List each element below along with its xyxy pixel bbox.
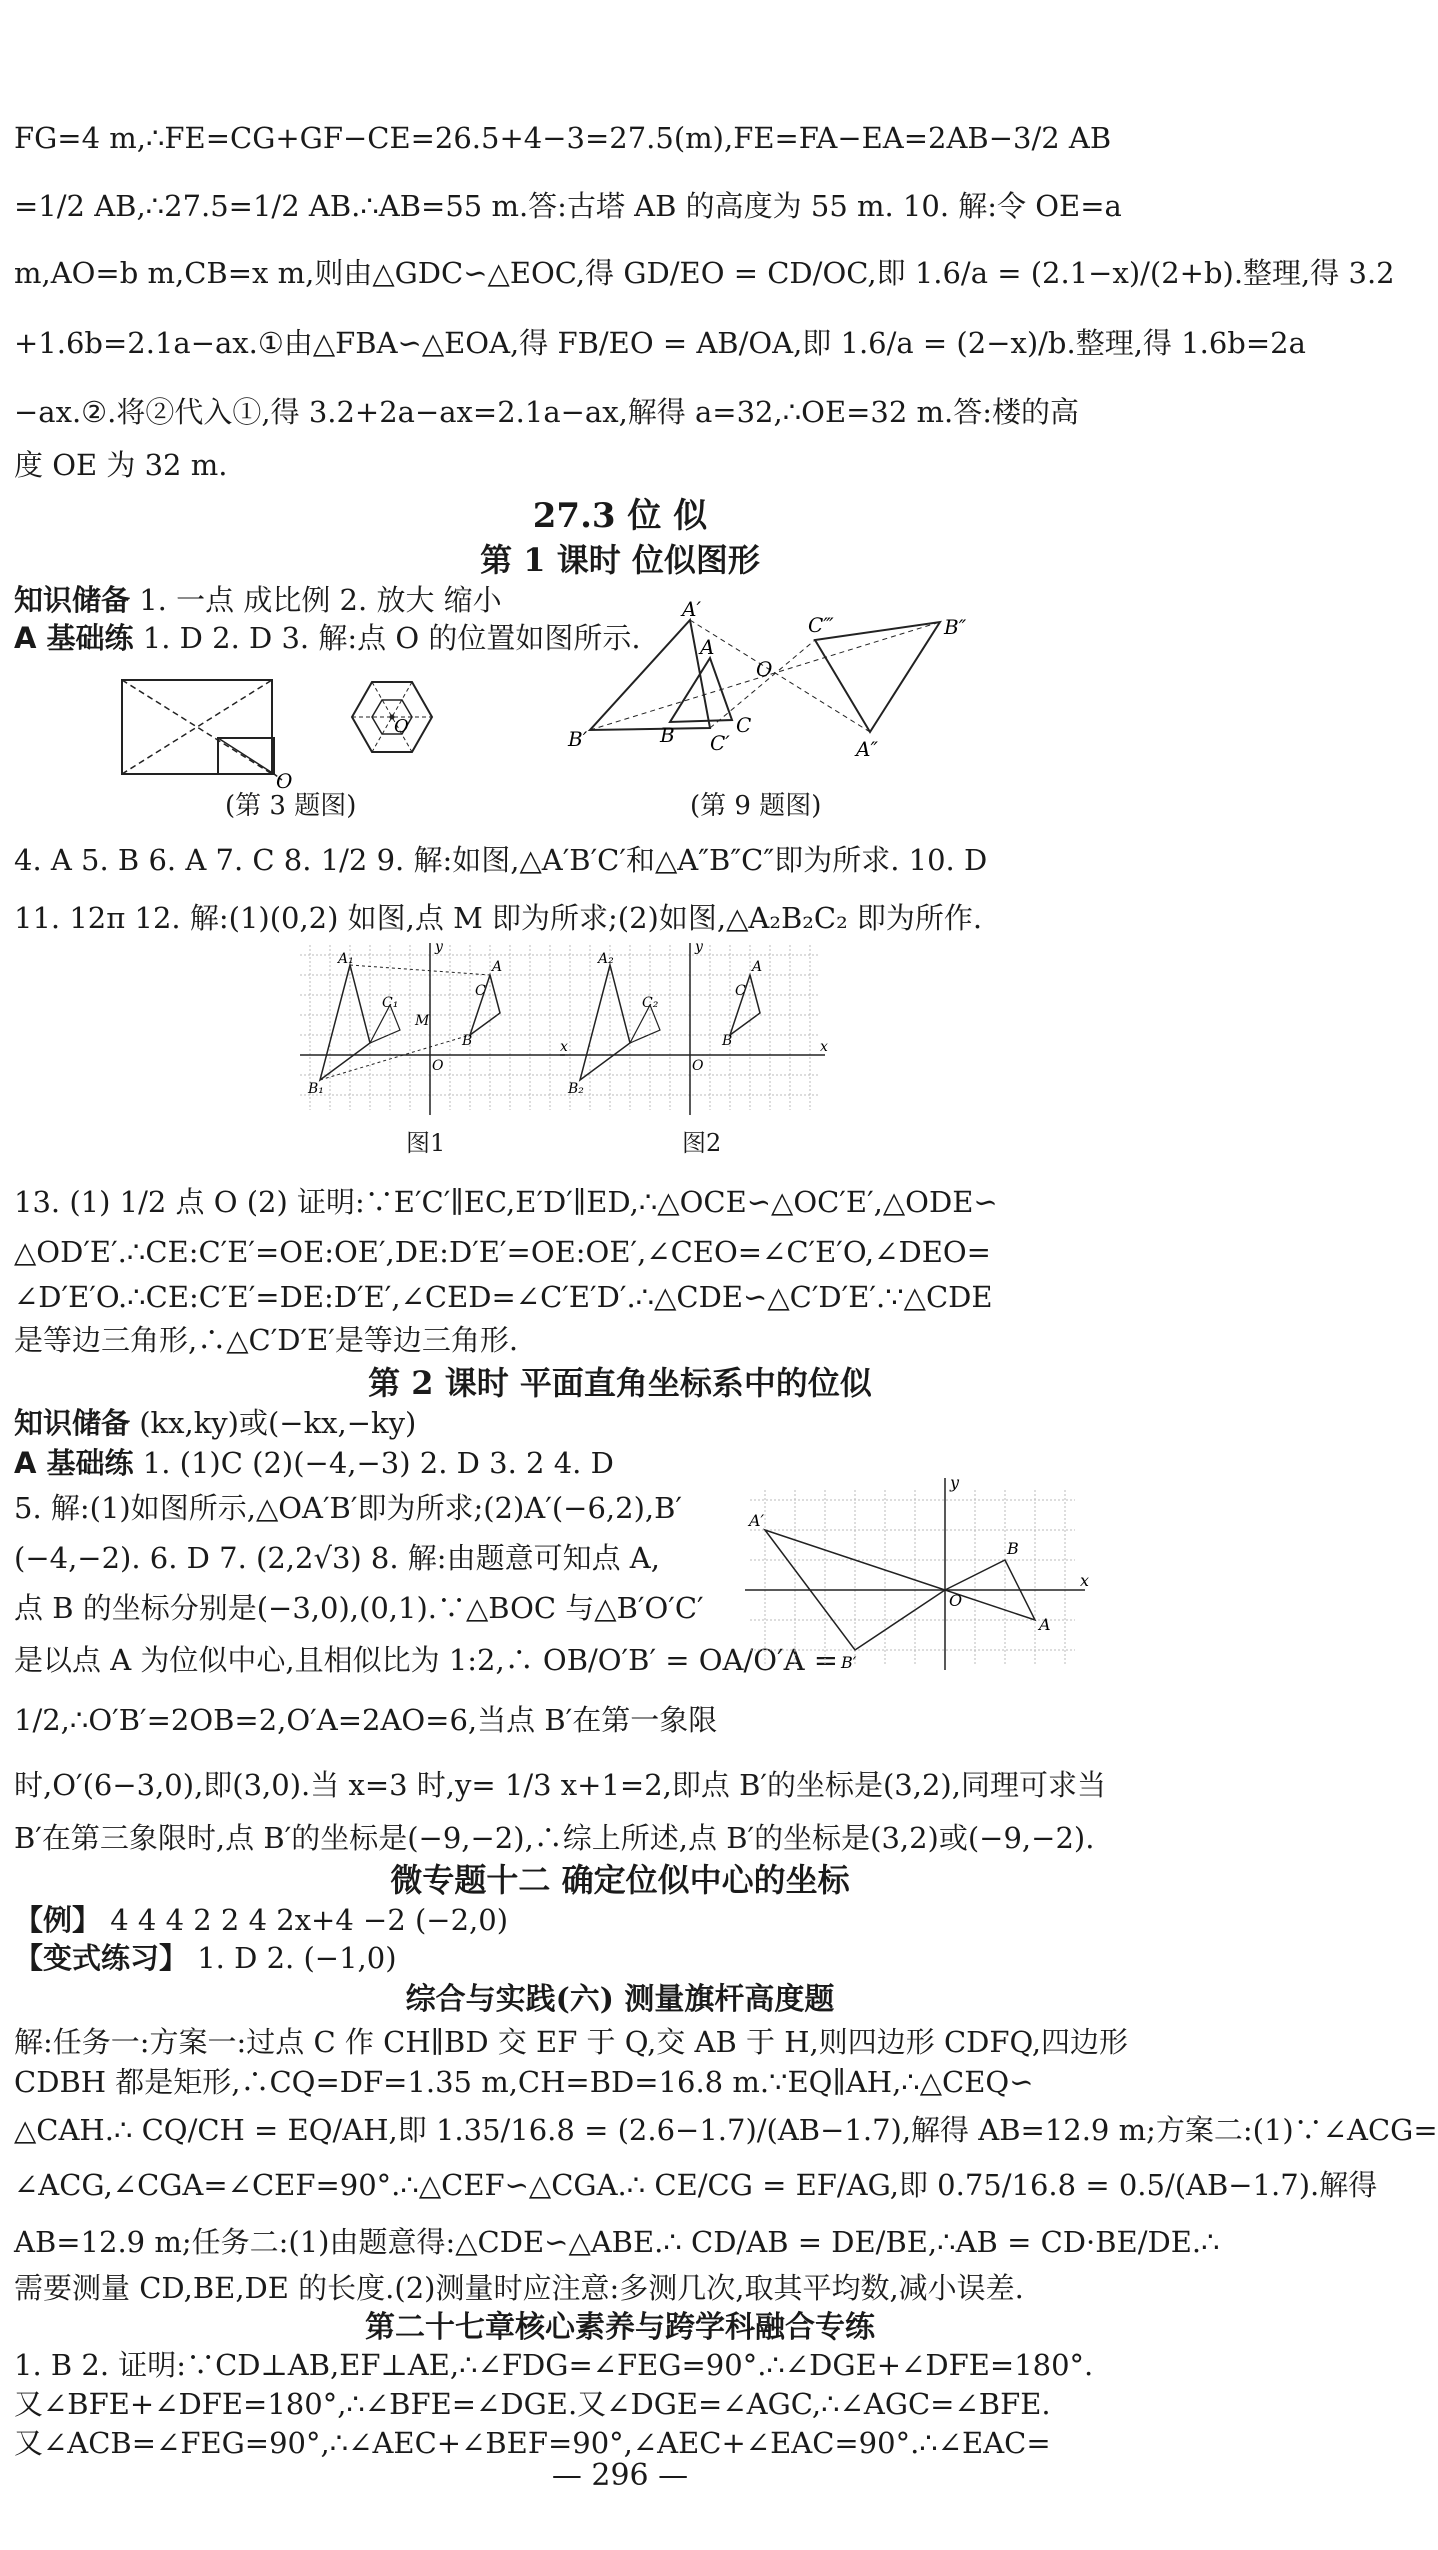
axis-y: y xyxy=(435,939,443,955)
fig9-label: A″ xyxy=(856,737,878,761)
text-line: B′在第三象限时,点 B′的坐标是(−9,−2),∴综上所述,点 B′的坐标是(3,2)或(−9,−2). xyxy=(14,1821,1095,1855)
fig9-label: B″ xyxy=(944,615,967,639)
micro-title: 微专题十二 确定位似中心的坐标 xyxy=(390,1861,850,1899)
text-line: ∠ACG,∠CGA=∠CEF=90°.∴△CEF∽△CGA.∴ CE/CG = EF/AG,即 0.75/16.8 = 0.5/(AB−1.7).解得 xyxy=(14,2168,1378,2202)
text-line: =1/2 AB,∴27.5=1/2 AB.∴AB=55 m.答:古塔 AB 的高度为 55 m. 10. 解:令 OE=a xyxy=(14,189,1122,223)
text-line: △OD′E′.∴CE:C′E′=OE:OE′,DE:D′E′=OE:OE′,∠CEO=∠C′E′O,∠DEO= xyxy=(14,1235,991,1269)
graph2-label: O xyxy=(692,1058,704,1074)
fig9-label: A xyxy=(700,635,715,659)
graph-3 xyxy=(735,1470,1095,1680)
graph1-label: B xyxy=(462,1033,473,1049)
figure-3-caption: (第 3 题图) xyxy=(225,791,357,821)
graph1-label: M xyxy=(415,1013,430,1029)
graph1-label: O xyxy=(432,1058,444,1074)
label-hex-o: O xyxy=(394,716,409,737)
chapter-title: 第二十七章核心素养与跨学科融合专练 xyxy=(365,2310,875,2345)
text-line: 需要测量 CD,BE,DE 的长度.(2)测量时应注意:多测几次,取其平均数,减小误差. xyxy=(14,2271,1024,2305)
basic-label: A 基础练 xyxy=(14,621,134,655)
text-line: 解:任务一:方案一:过点 C 作 CH∥BD 交 EF 于 Q,交 AB 于 H,则四边形 CDFQ,四边形 xyxy=(14,2025,1129,2059)
lesson-title: 第 1 课时 位似图形 xyxy=(480,541,760,579)
text-line: 11. 12π 12. 解:(1)(0,2) 如图,点 M 即为所求;(2)如图,△A₂B₂C₂ 即为所作. xyxy=(14,901,983,935)
graph1-label: A xyxy=(492,959,503,975)
fig9-label: O xyxy=(756,657,773,681)
example-label: 【例】 xyxy=(14,1903,102,1937)
graph3-label: B′ xyxy=(841,1653,857,1672)
fig9-label: C xyxy=(736,713,752,737)
graph2-label: C xyxy=(735,983,746,999)
fig9-label: B′ xyxy=(568,727,588,751)
graph2-label: A₂ xyxy=(598,951,614,967)
axis-x: x xyxy=(1080,1571,1090,1590)
text-line: −ax.②.将②代入①,得 3.2+2a−ax=2.1a−ax,解得 a=32,∴OE=32 m.答:楼的高 xyxy=(14,395,1080,429)
graph2-label: B₂ xyxy=(568,1081,584,1097)
text-line: AB=12.9 m;任务二:(1)由题意得:△CDE∽△ABE.∴ CD/AB = DE/BE,∴AB = CD·BE/DE.∴ xyxy=(14,2225,1220,2259)
lesson-title: 第 2 课时 平面直角坐标系中的位似 xyxy=(368,1364,872,1402)
text-line: FG=4 m,∴FE=CG+GF−CE=26.5+4−3=27.5(m),FE=FA−EA=2AB−3/2 AB xyxy=(14,121,1112,155)
axis-y: y xyxy=(695,939,703,955)
text-line: 1/2,∴O′B′=2OB=2,O′A=2AO=6,当点 B′在第一象限 xyxy=(14,1703,718,1737)
graph2-label: B xyxy=(722,1033,733,1049)
variant-label: 【变式练习】 xyxy=(14,1941,189,1975)
text-line: 点 B 的坐标分别是(−3,0),(0,1).∵△BOC 与△B′O′C′ xyxy=(14,1591,704,1625)
graph1-label: C xyxy=(475,983,486,999)
figure-9 xyxy=(560,597,1000,790)
axis-x: x xyxy=(560,1039,568,1055)
graph-2 xyxy=(550,935,840,1125)
text-line: 是以点 A 为位似中心,且相似比为 1:2,∴ OB/O′B′ = OA/O′A = xyxy=(14,1643,839,1677)
graph3-label: B xyxy=(1007,1539,1019,1558)
text-line: 5. 解:(1)如图所示,△OA′B′即为所求;(2)A′(−6,2),B′ xyxy=(14,1491,682,1525)
example-line xyxy=(14,1900,1114,1940)
graph1-label: A₁ xyxy=(338,951,354,967)
knowledge-line xyxy=(14,1403,1114,1443)
figure-3 xyxy=(110,660,530,793)
knowledge-text: 1. 一点 成比例 2. 放大 缩小 xyxy=(139,583,502,617)
example-text: 4 4 4 2 2 4 2x+4 −2 (−2,0) xyxy=(110,1903,509,1937)
graph2-label: A xyxy=(752,959,763,975)
figure-9-caption: (第 9 题图) xyxy=(690,791,822,821)
text-line: 是等边三角形,∴△C′D′E′是等边三角形. xyxy=(14,1323,519,1357)
axis-y: y xyxy=(950,1473,960,1492)
variant-line xyxy=(14,1938,1114,1978)
text-line: +1.6b=2.1a−ax.①由△FBA∽△EOA,得 FB/EO = AB/OA,即 1.6/a = (2−x)/b.整理,得 1.6b=2a xyxy=(14,326,1306,360)
variant-text: 1. D 2. (−1,0) xyxy=(197,1941,397,1975)
fig9-label: B xyxy=(660,723,675,747)
graph3-label: A xyxy=(1039,1615,1051,1634)
graph3-label: A′ xyxy=(749,1511,765,1530)
practice-title: 综合与实践(六) 测量旗杆高度题 xyxy=(405,1982,835,2017)
text-line: 又∠ACB=∠FEG=90°,∴∠AEC+∠BEF=90°,∠AEC+∠EAC=90°.∴∠EAC= xyxy=(14,2426,1051,2460)
graph-2-caption: 图2 xyxy=(682,1129,722,1157)
text-line: 度 OE 为 32 m. xyxy=(14,448,228,482)
text-line: △CAH.∴ CQ/CH = EQ/AH,即 1.35/16.8 = (2.6−1.7)/(AB−1.7),解得 AB=12.9 m;方案二:(1)∵∠ACG= xyxy=(14,2113,1438,2147)
graph2-label: C₂ xyxy=(642,995,659,1011)
label-o: O xyxy=(276,769,293,793)
graph3-label: O xyxy=(949,1591,963,1610)
text-line: 13. (1) 1/2 点 O (2) 证明:∵E′C′∥EC,E′D′∥ED,∴△OCE∽△OC′E′,△ODE∽ xyxy=(14,1185,998,1219)
text-line: ∠D′E′O.∴CE:C′E′=DE:D′E′,∠CED=∠C′E′D′.∴△CDE∽△C′D′E′.∵△CDE xyxy=(14,1280,993,1314)
fig9-label: C‴ xyxy=(808,613,834,637)
knowledge-text: (kx,ky)或(−kx,−ky) xyxy=(139,1406,417,1440)
text-line: (−4,−2). 6. D 7. (2,2√3) 8. 解:由题意可知点 A, xyxy=(14,1541,660,1575)
basic-text: 1. D 2. D 3. 解:点 O 的位置如图所示. xyxy=(142,621,641,655)
axis-x: x xyxy=(820,1039,828,1055)
graph1-label: B₁ xyxy=(308,1081,324,1097)
text-line: 4. A 5. B 6. A 7. C 8. 1/2 9. 解:如图,△A′B′C′和△A″B″C″即为所求. 10. D xyxy=(14,843,988,877)
section-title: 27.3 位 似 xyxy=(532,496,708,536)
page-number: — 296 — xyxy=(551,2458,689,2493)
knowledge-label: 知识储备 xyxy=(14,1406,131,1440)
text-line: 时,O′(6−3,0),即(3,0).当 x=3 时,y= 1/3 x+1=2,即点 B′的坐标是(3,2),同理可求当 xyxy=(14,1768,1106,1802)
basic-label: A 基础练 xyxy=(14,1446,134,1480)
graph-1-caption: 图1 xyxy=(406,1129,446,1157)
text-line: CDBH 都是矩形,∴CQ=DF=1.35 m,CH=BD=16.8 m.∵EQ∥AH,∴△CEQ∽ xyxy=(14,2065,1034,2099)
text-line: 1. B 2. 证明:∵CD⊥AB,EF⊥AE,∴∠FDG=∠FEG=90°.∴∠DGE+∠DFE=180°. xyxy=(14,2348,1094,2382)
basic-text: 1. (1)C (2)(−4,−3) 2. D 3. 2 4. D xyxy=(142,1446,614,1480)
fig9-label: C′ xyxy=(710,731,730,755)
knowledge-label: 知识储备 xyxy=(14,583,131,617)
graph-1 xyxy=(290,935,580,1125)
graph1-label: C₁ xyxy=(382,995,399,1011)
fig9-label: A′ xyxy=(682,597,701,621)
text-line: m,AO=b m,CB=x m,则由△GDC∽△EOC,得 GD/EO = CD/OC,即 1.6/a = (2.1−x)/(2+b).整理,得 3.2 xyxy=(14,256,1395,290)
text-line: 又∠BFE+∠DFE=180°,∴∠BFE=∠DGE.又∠DGE=∠AGC,∴∠AGC=∠BFE. xyxy=(14,2387,1051,2421)
